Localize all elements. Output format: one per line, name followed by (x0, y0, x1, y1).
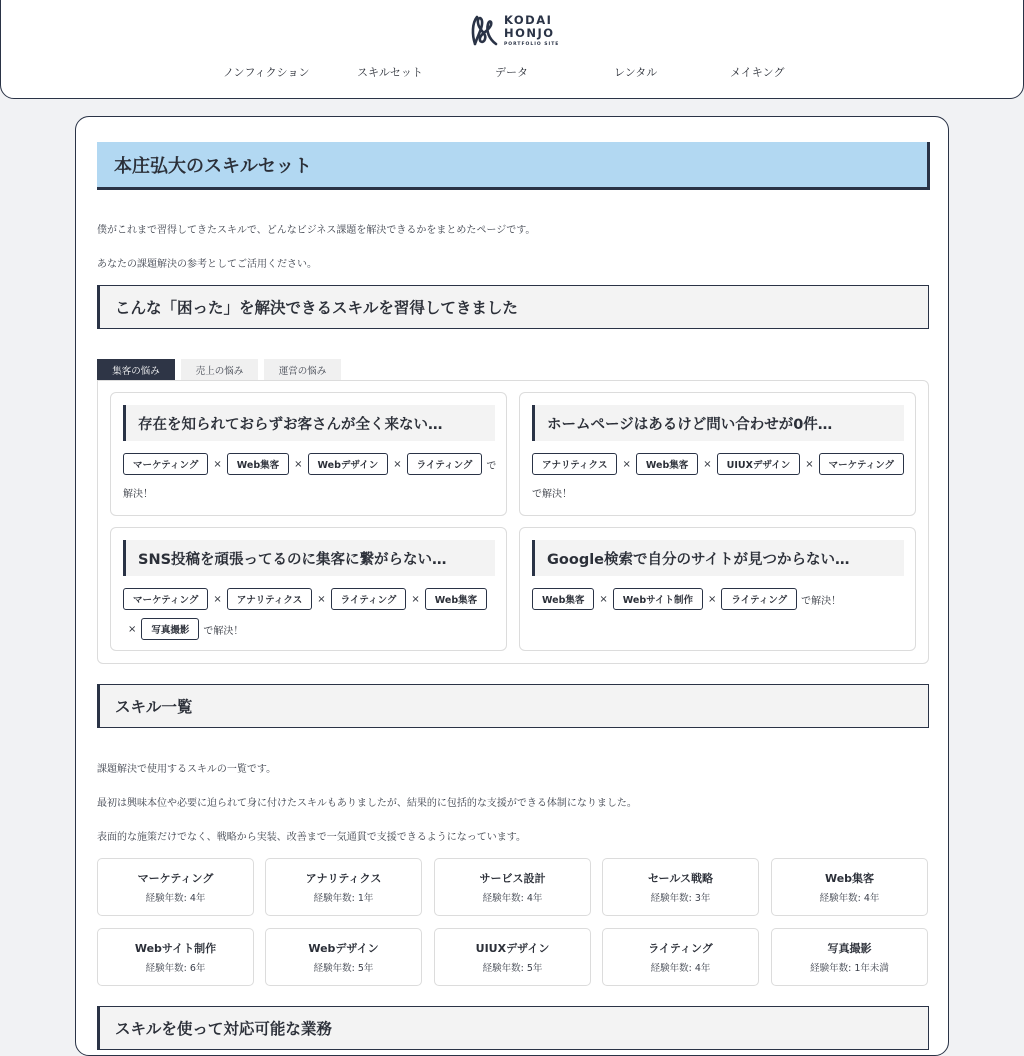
skill-name: マーケティング (137, 872, 214, 885)
main-content-card (75, 116, 949, 1056)
intro-paragraph-2: あなたの課題解決の参考としてご活用ください。 (97, 259, 317, 270)
skill-tag[interactable]: Web集客 (425, 588, 487, 610)
problems-section-heading-text: こんな「困った」を解決できるスキルを習得してきました (115, 299, 518, 317)
skill-card-web-marketing[interactable] (771, 858, 928, 916)
times-symbol: × (622, 458, 631, 470)
skill-tag-list (532, 453, 907, 500)
solution-suffix: で解決！ (532, 489, 572, 500)
times-symbol: × (317, 593, 326, 605)
skill-tag[interactable]: Web集客 (227, 453, 289, 475)
logo-line-2: HONJO (504, 26, 555, 41)
problem-card (519, 527, 916, 651)
skill-card-service-design[interactable] (434, 858, 591, 916)
skill-name: セールス戦略 (647, 872, 713, 885)
problem-card-title (532, 540, 904, 576)
tab-attract-customers[interactable]: 集客の悩み (97, 359, 175, 381)
page-title-text: 本庄弘大のスキルセット (114, 155, 312, 177)
skill-tag[interactable]: Webデザイン (308, 453, 389, 475)
skill-years: 経験年数: 4年 (145, 893, 206, 904)
skill-name: ライティング (648, 942, 713, 955)
skill-card-web-design[interactable] (265, 928, 422, 986)
times-symbol: × (805, 458, 814, 470)
skill-tag-list (123, 453, 498, 500)
skill-card-marketing[interactable] (97, 858, 254, 916)
skill-tag[interactable]: UIUXデザイン (717, 453, 801, 475)
skill-name: アナリティクス (305, 872, 382, 885)
site-logo[interactable] (469, 13, 559, 49)
skill-card-website-production[interactable] (97, 928, 254, 986)
skill-years: 経験年数: 4年 (482, 893, 543, 904)
problem-card-title-text: 存在を知られておらずお客さんが全く来ない… (138, 416, 443, 433)
logo-text (504, 12, 560, 48)
skill-tag-list (532, 588, 907, 610)
skill-card-uiux-design[interactable] (434, 928, 591, 986)
skills-section-heading-text: スキル一覧 (115, 698, 193, 716)
solution-suffix: で (486, 460, 497, 472)
problem-card-title (123, 405, 495, 441)
skill-tag[interactable]: Web集客 (532, 588, 594, 610)
skill-name: 写真撮影 (827, 942, 872, 955)
skill-years: 経験年数: 5年 (313, 963, 374, 974)
skill-name: サービス設計 (479, 872, 546, 885)
skill-tag[interactable]: 写真撮影 (141, 618, 199, 640)
skill-name: Webサイト制作 (134, 942, 217, 955)
solution-suffix: で解決！ (203, 625, 244, 637)
skills-section-heading (97, 684, 929, 728)
nav-item-rental[interactable]: レンタル (614, 66, 658, 79)
times-symbol: × (294, 458, 303, 470)
problems-tab-panel (97, 380, 929, 664)
skill-tag[interactable]: Web集客 (636, 453, 698, 475)
skills-intro-paragraph-1: 課題解決で使用するスキルの一覧です。 (97, 764, 277, 775)
solution-suffix: で解決！ (801, 595, 842, 607)
skill-tag[interactable]: アナリティクス (532, 453, 617, 475)
main-nav (1, 64, 1024, 80)
times-symbol: × (599, 593, 608, 605)
solution-suffix: 解決！ (123, 489, 153, 500)
tab-operations[interactable]: 運営の悩み (264, 359, 341, 381)
skill-years: 経験年数: 3年 (650, 893, 711, 904)
site-header (0, 0, 1024, 99)
skill-card-sales-strategy[interactable] (602, 858, 759, 916)
skill-name: Web集客 (824, 872, 875, 885)
services-section-heading-text: スキルを使って対応可能な業務 (115, 1020, 332, 1038)
times-symbol: × (393, 458, 402, 470)
times-symbol: × (703, 458, 712, 470)
skill-tag[interactable]: アナリティクス (227, 588, 312, 610)
nav-item-skillset[interactable]: スキルセット (357, 66, 423, 79)
nav-item-making[interactable]: メイキング (730, 66, 785, 79)
skill-card-analytics[interactable] (265, 858, 422, 916)
skill-card-photography[interactable] (771, 928, 928, 986)
logo-line-1: KODAI (504, 12, 553, 27)
skill-tag[interactable]: マーケティング (123, 588, 208, 610)
problem-card (110, 392, 507, 516)
problem-card-title-text: ホームページはあるけど問い合わせが0件… (547, 416, 833, 433)
problem-card-title-text: SNS投稿を頑張ってるのに集客に繋がらない… (138, 551, 447, 568)
skills-intro-paragraph-3: 表面的な施策だけでなく、戦略から実装、改善まで一気通貫で支援できるようになっています。 (97, 832, 526, 843)
times-symbol: × (213, 458, 222, 470)
skill-tag[interactable]: マーケティング (123, 453, 208, 475)
problem-card-title (123, 540, 495, 576)
skill-years: 経験年数: 4年 (819, 893, 880, 904)
kh-monogram-icon (469, 13, 499, 49)
problem-card-title (532, 405, 904, 441)
skill-name: Webデザイン (308, 942, 379, 955)
services-section-heading (97, 1006, 929, 1050)
times-symbol: × (128, 623, 137, 635)
skill-tag-list (123, 588, 498, 640)
skill-years: 経験年数: 1年未満 (810, 963, 889, 974)
times-symbol: × (411, 593, 420, 605)
intro-paragraph-1: 僕がこれまで習得してきたスキルで、どんなビジネス課題を解決できるかをまとめたページです。 (97, 225, 536, 236)
skill-tag[interactable]: マーケティング (819, 453, 904, 475)
times-symbol: × (708, 593, 717, 605)
nav-item-nonfiction[interactable]: ノンフィクション (223, 66, 310, 79)
skills-intro-paragraph-2: 最初は興味本位や必要に迫られて身に付けたスキルもありましたが、結果的に包括的な支援ができる体制になりました。 (97, 798, 637, 809)
skill-tag[interactable]: Webサイト制作 (613, 588, 703, 610)
skill-years: 経験年数: 4年 (650, 963, 711, 974)
skill-tag[interactable]: ライティング (721, 588, 797, 610)
skill-card-writing[interactable] (602, 928, 759, 986)
skill-name: UIUXデザイン (475, 942, 550, 955)
skill-years: 経験年数: 5年 (482, 963, 543, 974)
skill-years: 経験年数: 1年 (313, 893, 374, 904)
page-title (97, 142, 930, 190)
problem-card-title-text: Google検索で自分のサイトが見つからない… (547, 551, 850, 568)
nav-item-data[interactable]: データ (495, 66, 528, 79)
problem-card (519, 392, 916, 516)
times-symbol: × (213, 593, 222, 605)
tab-sales[interactable]: 売上の悩み (181, 359, 258, 381)
logo-subtitle: PORTFOLIO SITE (504, 41, 560, 47)
problems-section-heading (97, 285, 929, 329)
skill-years: 経験年数: 6年 (145, 963, 206, 974)
skill-tag[interactable]: ライティング (407, 453, 483, 475)
skill-tag[interactable]: ライティング (331, 588, 407, 610)
problem-card (110, 527, 507, 651)
